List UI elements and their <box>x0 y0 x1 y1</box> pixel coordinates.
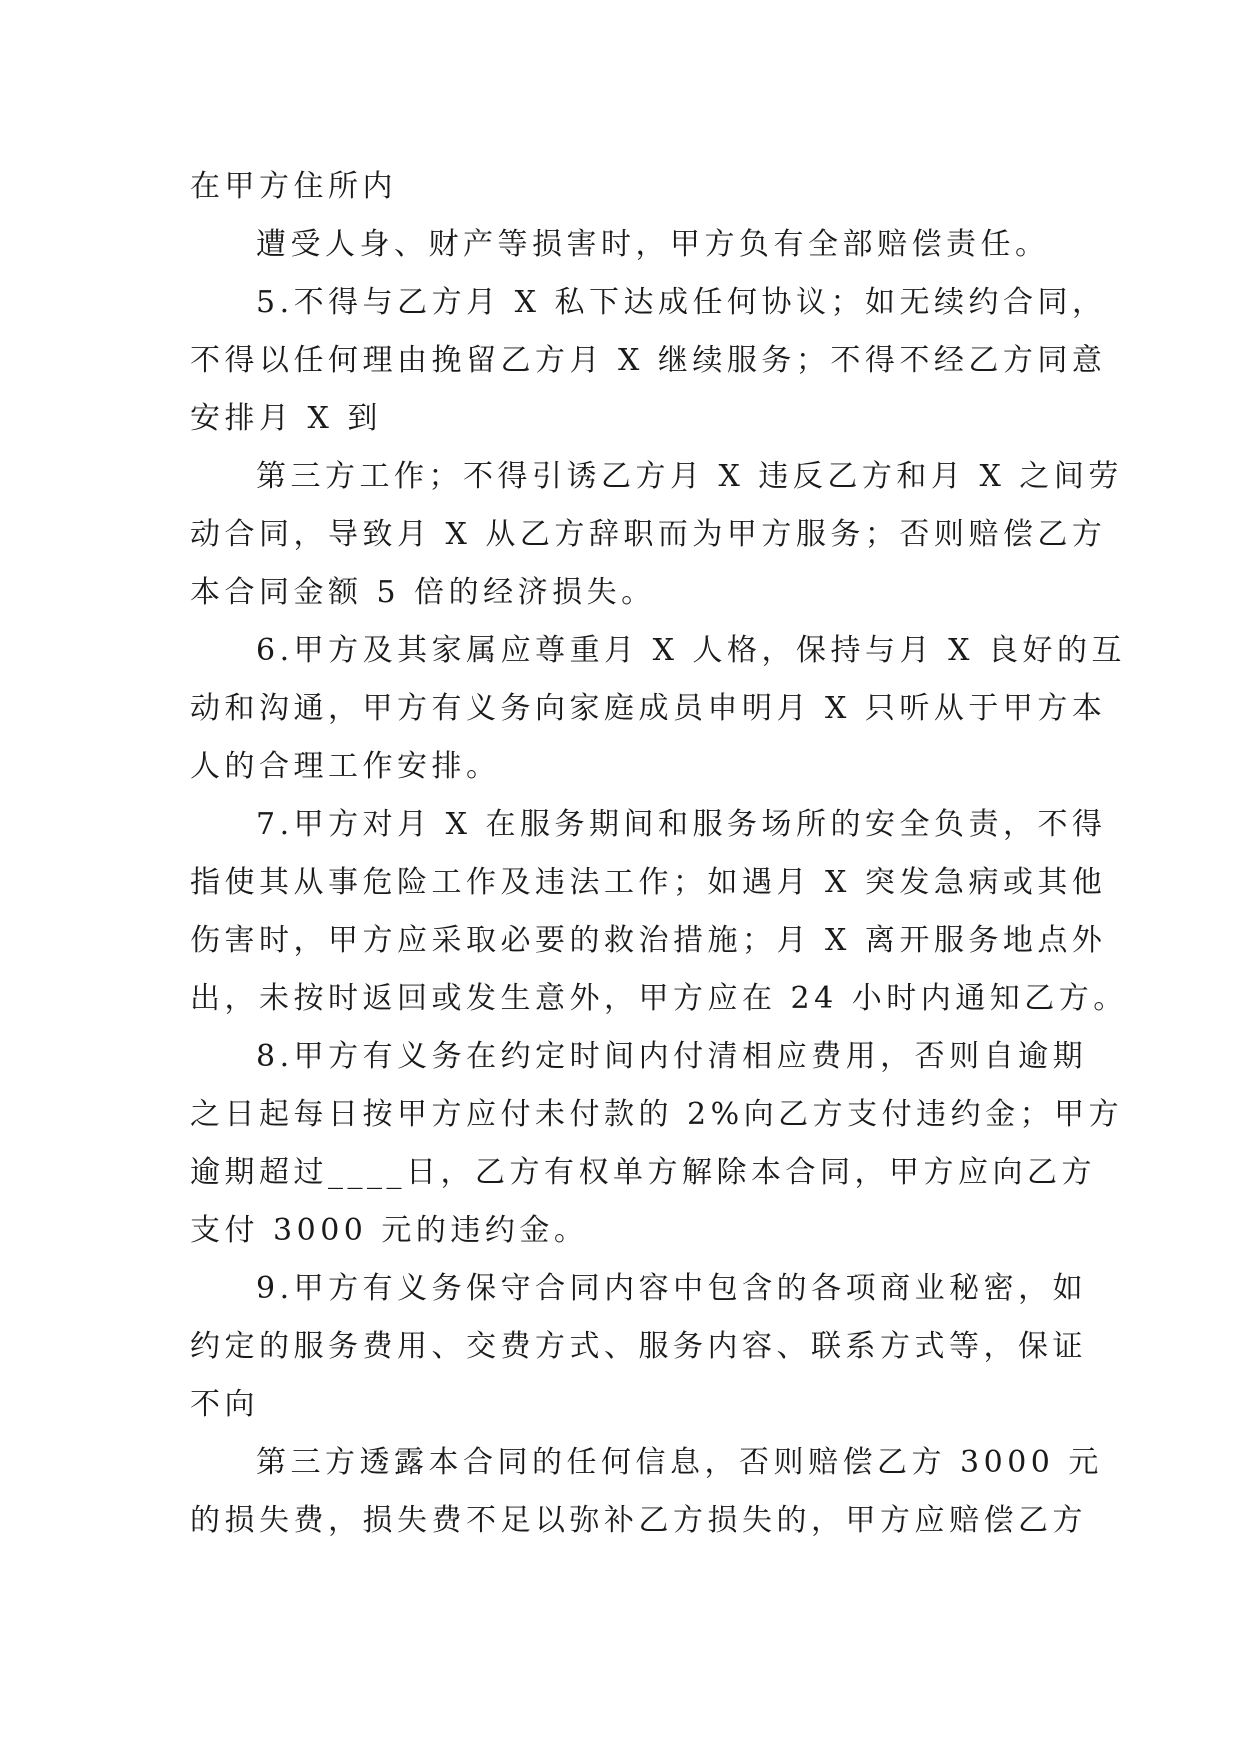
text-line: 指使其从事危险工作及违法工作；如遇月 X 突发急病或其他 <box>190 865 1107 900</box>
clause-9-line: 9.甲方有义务保守合同内容中包含的各项商业秘密，如 <box>256 1271 1088 1306</box>
text-line: 的损失费，损失费不足以弥补乙方损失的，甲方应赔偿乙方 <box>190 1503 1087 1538</box>
clause-5-line: 5.不得与乙方月 X 私下达成任何协议；如无续约合同， <box>256 285 1107 320</box>
clause-7-line: 7.甲方对月 X 在服务期间和服务场所的安全负责，不得 <box>256 807 1107 842</box>
clause-6-line: 6.甲方及其家属应尊重月 X 人格，保持与月 X 良好的互 <box>256 633 1126 668</box>
text-line: 人的合理工作安排。 <box>190 749 501 784</box>
text-line: 在甲方住所内 <box>190 169 397 204</box>
contract-text <box>190 158 1128 1550</box>
text-line: 遭受人身、财产等损害时，甲方负有全部赔偿责任。 <box>256 227 1050 262</box>
text-line: 动和沟通，甲方有义务向家庭成员申明月 X 只听从于甲方本 <box>190 691 1107 726</box>
text-line: 第三方工作；不得引诱乙方月 X 违反乙方和月 X 之间劳 <box>256 459 1123 494</box>
text-line: 约定的服务费用、交费方式、服务内容、联系方式等，保证 <box>190 1329 1087 1364</box>
text-line: 不得以任何理由挽留乙方月 X 继续服务；不得不经乙方同意 <box>190 343 1107 378</box>
text-line: 之日起每日按甲方应付未付款的 2%向乙方支付违约金；甲方 <box>190 1097 1124 1132</box>
text-line: 出，未按时返回或发生意外，甲方应在 24 小时内通知乙方。 <box>190 981 1128 1016</box>
clause-8-line: 8.甲方有义务在约定时间内付清相应费用，否则自逾期 <box>256 1039 1088 1074</box>
text-line: 伤害时，甲方应采取必要的救治措施；月 X 离开服务地点外 <box>190 923 1107 958</box>
text-line: 逾期超过____日，乙方有权单方解除本合同，甲方应向乙方 <box>190 1155 1096 1190</box>
text-line: 安排月 X 到 <box>190 401 382 436</box>
text-line: 第三方透露本合同的任何信息，否则赔偿乙方 3000 元 <box>256 1445 1103 1480</box>
text-line: 动合同，导致月 X 从乙方辞职而为甲方服务；否则赔偿乙方 <box>190 517 1107 552</box>
text-line: 支付 3000 元的违约金。 <box>190 1213 589 1248</box>
text-line: 本合同金额 5 倍的经济损失。 <box>190 575 656 610</box>
text-line: 不向 <box>190 1387 259 1422</box>
